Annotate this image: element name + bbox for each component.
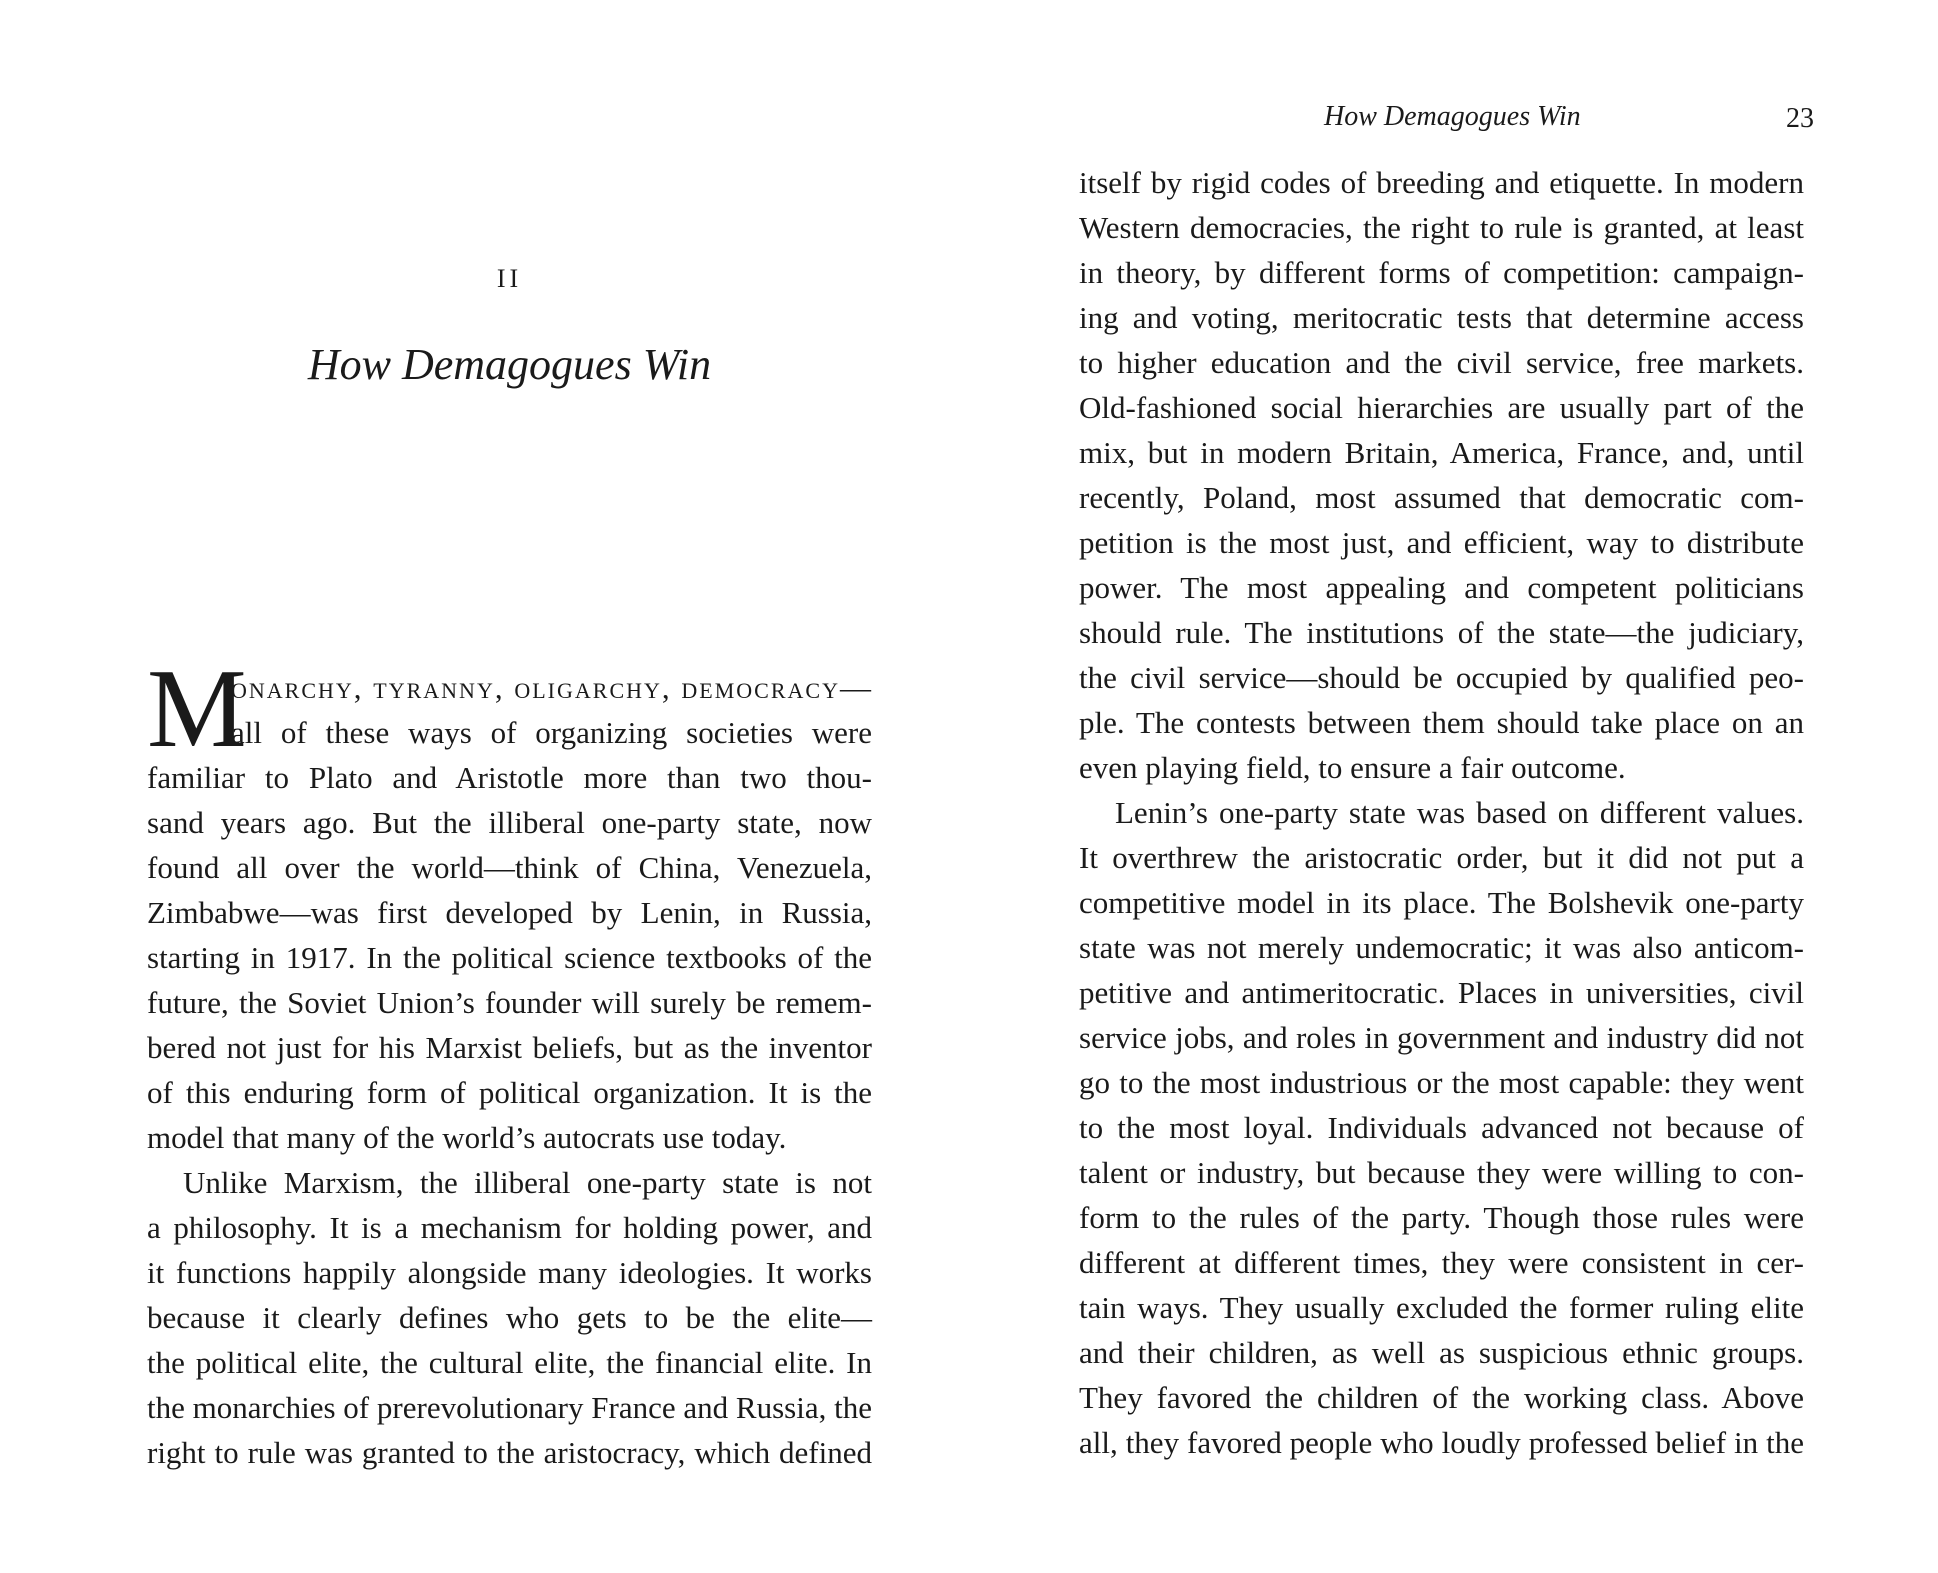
right-body-text xyxy=(1079,160,1804,1465)
text-line: familiar to Plato and Aristotle more than two thou- xyxy=(147,760,872,795)
text-line: Old-fashioned social hierarchies are usually part of the xyxy=(1079,390,1804,425)
text-line: found all over the world—think of China, Venezuela, xyxy=(147,850,872,885)
chapter-title: How Demagogues Win xyxy=(307,340,712,389)
text-line: sand years ago. But the illiberal one-party state, now xyxy=(147,805,872,840)
text-line: power. The most appealing and competent politicians xyxy=(1079,570,1804,605)
text-line: in theory, by different forms of competition: campaign- xyxy=(1079,255,1804,290)
text-line: mix, but in modern Britain, America, France, and, until xyxy=(1079,435,1804,470)
text-line: even playing field, to ensure a fair outcome. xyxy=(1079,750,1626,785)
text-line: different at different times, they were consistent in cer- xyxy=(1079,1245,1804,1280)
text-line: form to the rules of the party. Though those rules were xyxy=(1079,1200,1804,1235)
text-line: and their children, as well as suspicious ethnic groups. xyxy=(1079,1335,1804,1370)
text-line: bered not just for his Marxist beliefs, but as the inventor xyxy=(147,1030,872,1065)
text-line: onarchy, tyranny, oligarchy, democracy— xyxy=(231,670,873,705)
text-line: recently, Poland, most assumed that democratic com- xyxy=(1079,480,1804,515)
text-line: Unlike Marxism, the illiberal one-party state is not xyxy=(183,1165,872,1200)
text-line: petitive and antimeritocratic. Places in universities, civil xyxy=(1079,975,1804,1010)
text-line: Zimbabwe—was first developed by Lenin, in Russia, xyxy=(147,895,872,930)
left-body-text xyxy=(147,647,873,1475)
text-line: future, the Soviet Union’s founder will surely be remem- xyxy=(147,985,872,1020)
chapter-number: II xyxy=(496,264,523,293)
text-line: ing and voting, meritocratic tests that determine access xyxy=(1079,300,1804,335)
text-line: the monarchies of prerevolutionary France and Russia, the xyxy=(147,1390,872,1425)
text-line: the political elite, the cultural elite, the financial elite. In xyxy=(147,1345,872,1380)
text-line: it functions happily alongside many ideologies. It works xyxy=(147,1255,872,1290)
text-line: petition is the most just, and efficient, way to distribute xyxy=(1079,525,1804,560)
opening-paragraph-start xyxy=(147,647,873,771)
text-line: They favored the children of the working class. Above xyxy=(1079,1380,1804,1415)
text-line: service jobs, and roles in government and industry did not xyxy=(1079,1020,1804,1055)
text-line: because it clearly defines who gets to be the elite— xyxy=(147,1300,872,1335)
running-head: How Demagogues Win xyxy=(1324,101,1581,132)
text-line: all, they favored people who loudly professed belief in the xyxy=(1079,1425,1804,1460)
text-line: itself by rigid codes of breeding and etiquette. In modern xyxy=(1079,165,1804,200)
text-line: should rule. The institutions of the state—the judiciary, xyxy=(1079,615,1804,650)
text-line: the civil service—should be occupied by qualified peo- xyxy=(1079,660,1804,695)
text-line: tain ways. They usually excluded the former ruling elite xyxy=(1079,1290,1804,1325)
text-line: right to rule was granted to the aristocracy, which defined xyxy=(147,1435,872,1470)
text-line: talent or industry, but because they were willing to con- xyxy=(1079,1155,1804,1190)
text-line: to higher education and the civil service, free markets. xyxy=(1079,345,1804,380)
text-line: competitive model in its place. The Bolshevik one-party xyxy=(1079,885,1804,920)
text-line: Western democracies, the right to rule is granted, at least xyxy=(1079,210,1804,245)
text-line: It overthrew the aristocratic order, but it did not put a xyxy=(1079,840,1804,875)
text-line: ple. The contests between them should take place on an xyxy=(1079,705,1804,740)
text-line: all of these ways of organizing societies were xyxy=(231,715,872,750)
text-line: state was not merely undemocratic; it was also anticom- xyxy=(1079,930,1804,965)
text-line: go to the most industrious or the most capable: they went xyxy=(1079,1065,1804,1100)
text-line: starting in 1917. In the political science textbooks of the xyxy=(147,940,872,975)
text-line: of this enduring form of political organization. It is the xyxy=(147,1075,872,1110)
drop-cap: M xyxy=(147,647,247,771)
text-line: Lenin’s one-party state was based on different values. xyxy=(1115,795,1804,830)
text-line: to the most loyal. Individuals advanced not because of xyxy=(1079,1110,1804,1145)
text-line: model that many of the world’s autocrats use today. xyxy=(147,1120,787,1155)
text-line: a philosophy. It is a mechanism for holding power, and xyxy=(147,1210,872,1245)
page-number: 23 xyxy=(1786,103,1814,134)
